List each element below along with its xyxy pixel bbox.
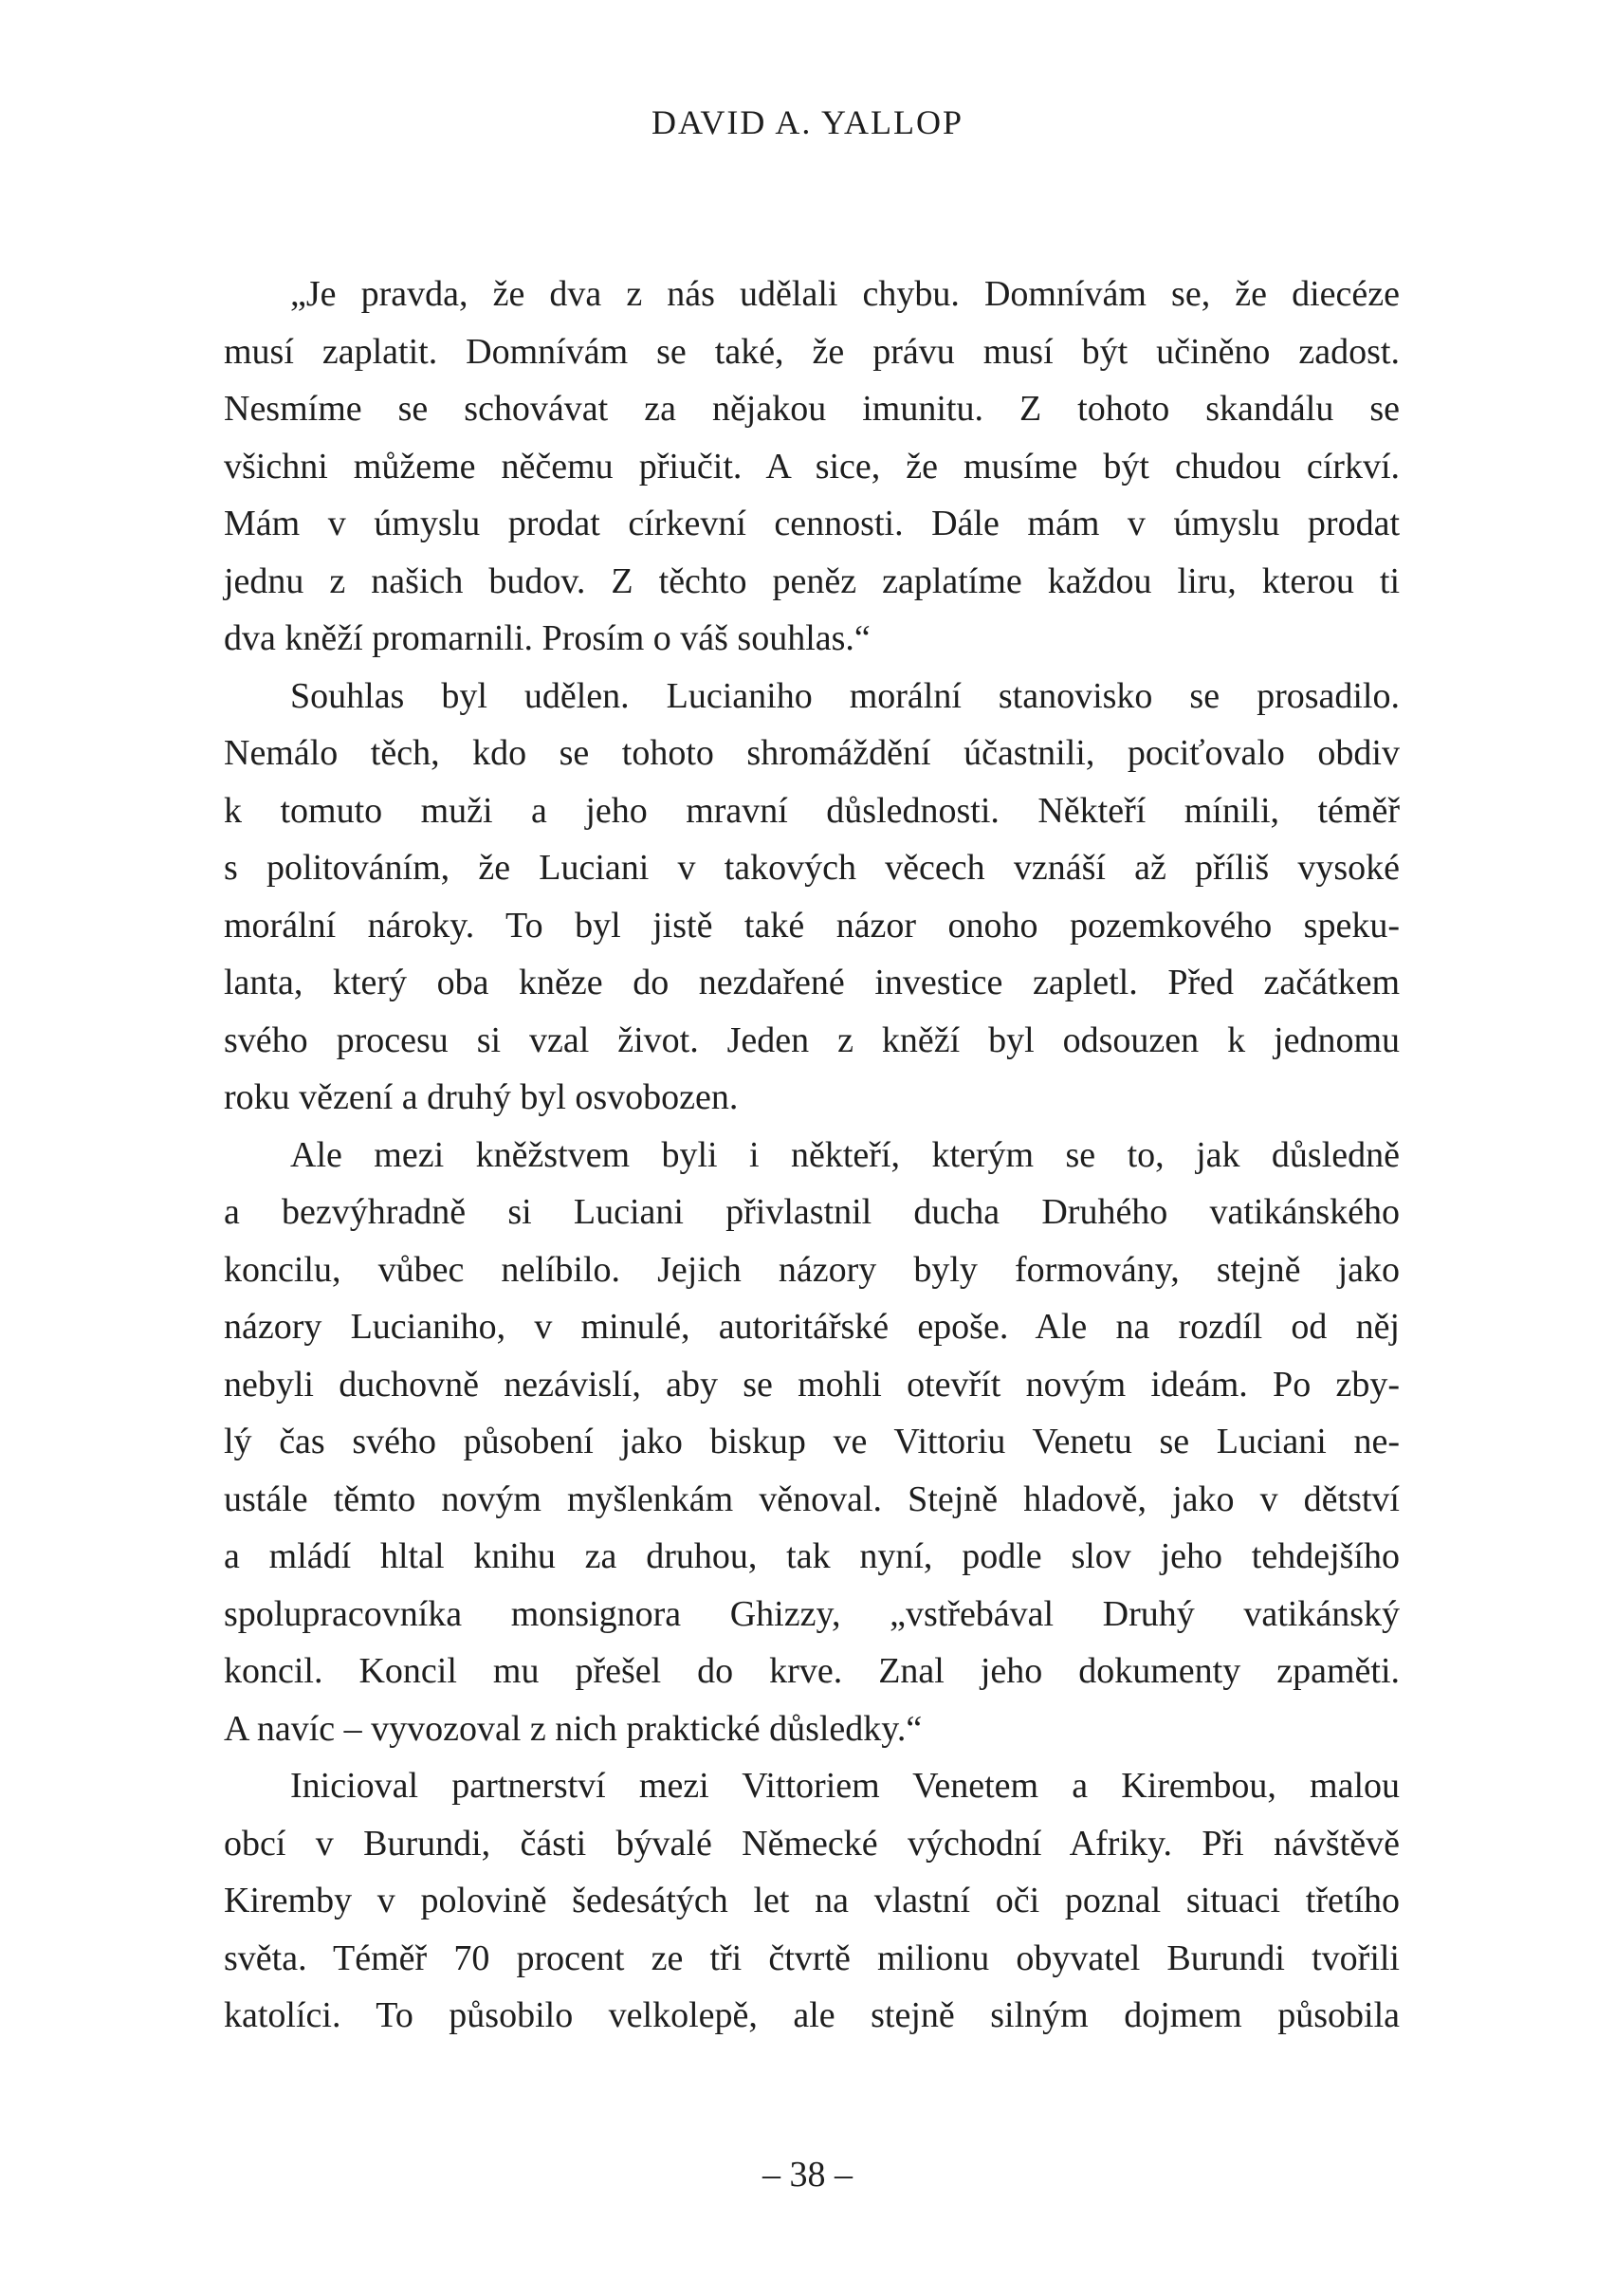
text-line: lanta, který oba kněze do nezdařené investice zapletl. Před začátkem <box>224 963 1400 1002</box>
text-line: „Je pravda, že dva z nás udělali chybu. Domnívám se, že diecéze <box>290 274 1400 314</box>
paragraph <box>224 1757 1400 2045</box>
text-line: obcí v Burundi, části bývalé Německé východní Afriky. Při návštěvě <box>224 1823 1400 1864</box>
text-line: s politováním, že Luciani v takových věcech vznáší až příliš vysoké <box>224 848 1400 888</box>
text-line: všichni můžeme něčemu přiučit. A sice, že musíme být chudou církví. <box>224 446 1400 487</box>
page-number: – 38 – <box>762 2155 853 2195</box>
text-line: katolíci. To působilo velkolepě, ale stejně silným dojmem působila <box>224 1995 1400 2035</box>
text-line: Inicioval partnerství mezi Vittoriem Venetem a Kirembou, malou <box>290 1766 1400 1806</box>
text-line: A navíc – vyvozoval z nich praktické důsledky.“ <box>224 1708 923 1749</box>
paragraph <box>224 266 1400 668</box>
text-line: Nesmíme se schovávat za nějakou imunitu. Z tohoto skandálu se <box>224 389 1400 429</box>
text-line: Ale mezi kněžstvem byli i někteří, kterým se to, jak důsledně <box>290 1134 1400 1175</box>
text-line: Souhlas byl udělen. Lucianiho morální stanovisko se prosadilo. <box>290 675 1400 716</box>
text-line: jednu z našich budov. Z těchto peněz zaplatíme každou liru, kterou ti <box>224 560 1400 601</box>
text-line: světa. Téměř 70 procent ze tři čtvrtě milionu obyvatel Burundi tvořili <box>224 1938 1400 1978</box>
text-line: svého procesu si vzal život. Jeden z kněží byl odsouzen k jednomu <box>224 1019 1400 1060</box>
text-line: roku vězení a druhý byl osvobozen. <box>224 1077 739 1117</box>
text-line: Mám v úmyslu prodat církevní cennosti. Dále mám v úmyslu prodat <box>224 504 1400 543</box>
text-line: spolupracovníka monsignora Ghizzy, „vstřebával Druhý vatikánský <box>224 1593 1400 1634</box>
text-line: nebyli duchovně nezávislí, aby se mohli otevřít novým ideám. Po zby- <box>224 1364 1400 1405</box>
paragraph <box>224 668 1400 1127</box>
paragraph <box>224 1127 1400 1758</box>
text-line: k tomuto muži a jeho mravní důslednosti. Někteří mínili, téměř <box>224 790 1400 831</box>
text-line: koncilu, vůbec nelíbilo. Jejich názory byly formovány, stejně jako <box>224 1249 1400 1290</box>
text-line: morální nároky. To byl jistě také názor onoho pozemkového speku- <box>224 905 1400 946</box>
text-line: lý čas svého působení jako biskup ve Vittoriu Venetu se Luciani ne- <box>224 1422 1400 1461</box>
text-line: dva kněží promarnili. Prosím o váš souhlas.“ <box>224 618 871 658</box>
text-line: ustále těmto novým myšlenkám věnoval. Stejně hladově, jako v dětství <box>224 1479 1400 1519</box>
text-line: musí zaplatit. Domnívám se také, že právu musí být učiněno zadost. <box>224 331 1400 372</box>
text-line: koncil. Koncil mu přešel do krve. Znal jeho dokumenty zpaměti. <box>224 1651 1400 1691</box>
body-text <box>224 266 1400 2045</box>
text-line: a bezvýhradně si Luciani přivlastnil ducha Druhého vatikánského <box>224 1192 1400 1232</box>
text-line: názory Lucianiho, v minulé, autoritářské epoše. Ale na rozdíl od něj <box>224 1307 1400 1347</box>
running-head-author: DAVID A. YALLOP <box>651 103 964 141</box>
text-line: Nemálo těch, kdo se tohoto shromáždění účastnili, pociťovalo obdiv <box>224 733 1400 773</box>
text-line: Kiremby v polovině šedesátých let na vlastní oči poznal situaci třetího <box>224 1881 1400 1920</box>
text-line: a mládí hltal knihu za druhou, tak nyní, podle slov jeho tehdejšího <box>224 1536 1400 1576</box>
